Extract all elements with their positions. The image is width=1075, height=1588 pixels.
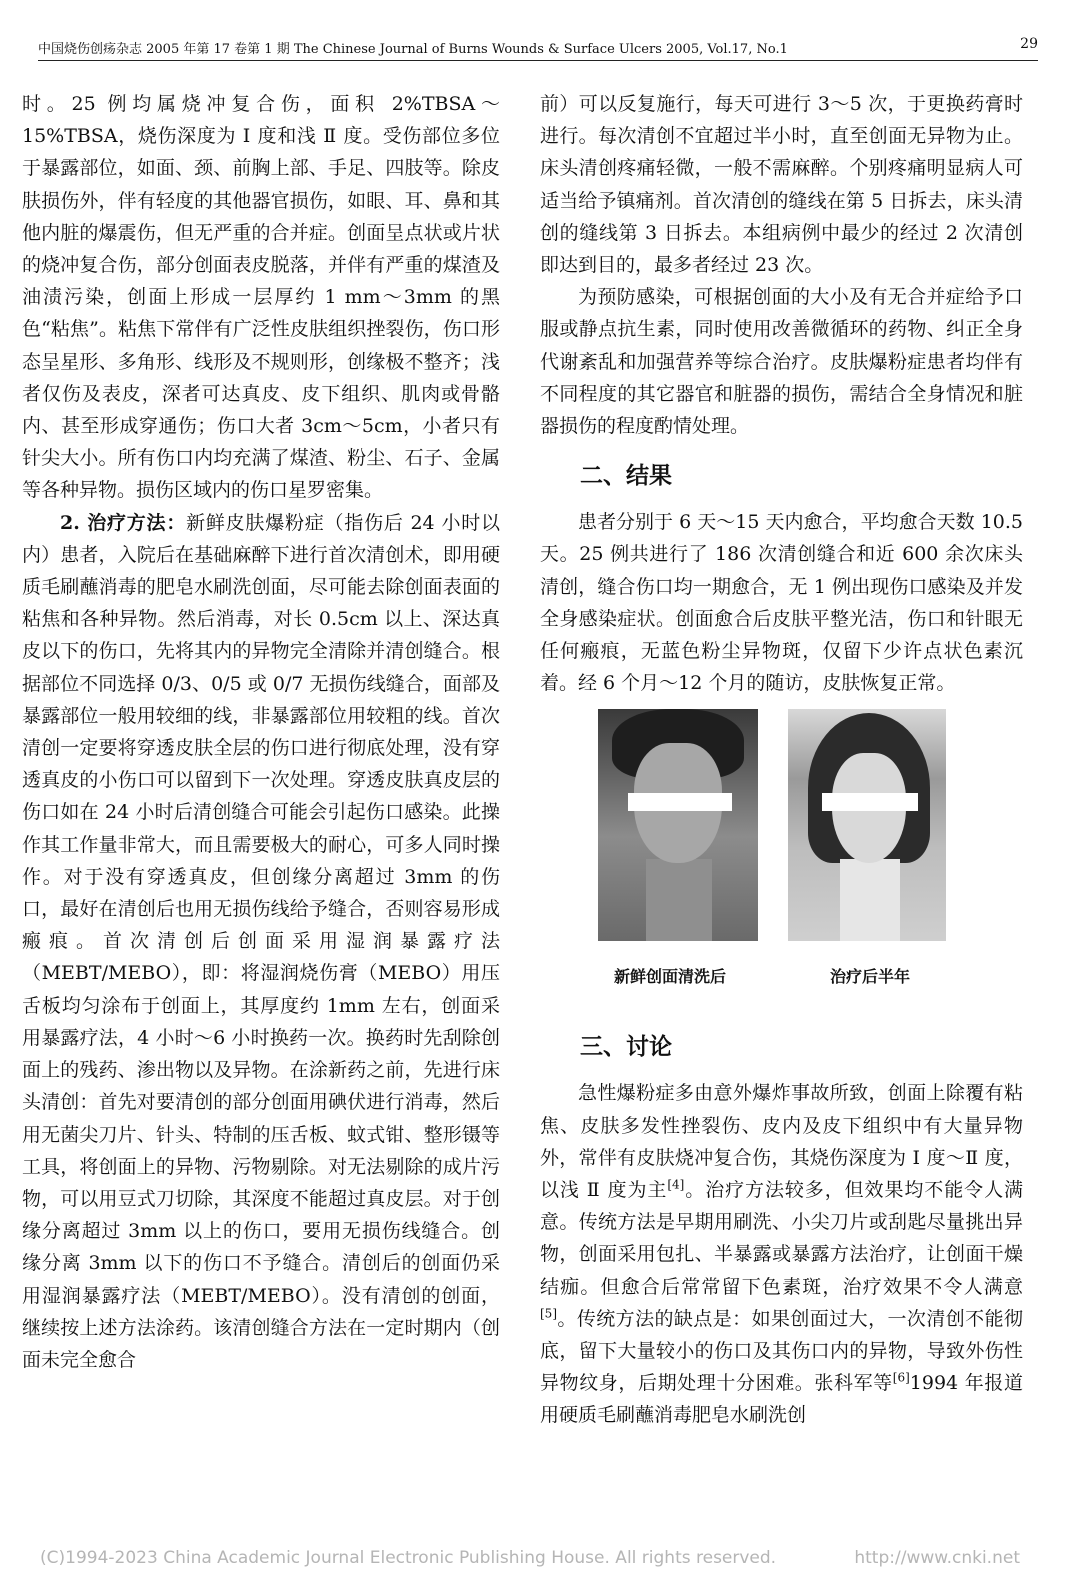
section-heading-results: 二、结果	[580, 463, 672, 490]
paragraph-debridement-continued: 前）可以反复施行，每天可进行 3～5 次，于更换药膏时进行。每次清创不宜超过半小时，直至创面无异物为止。床头清创疼痛轻微，一般不需麻醉。个别疼痛明显病人可适当给予镇痛剂。首次清创的缝线在第 5 日拆去，床头清创的缝线第 3 日拆去。本组病例中最少的经过 2 次清创即达到目的，最多者经过 23 次。	[540, 93, 1023, 277]
treatment-method-text: 新鲜皮肤爆粉症（指伤后 24 小时以内）患者，入院后在基础麻醉下进行首次清创术，即用硬质毛刷蘸消毒的肥皂水刷洗创面，尽可能去除创面表面的粘焦和各种异物。然后消毒，对长 0.5cm 以上、深达真皮以下的伤口，先将其内的异物完全清除并清创缝合。根据部位不同选择 0/3、0/5 或 0/7 无损伤线缝合，面部及暴露部位一般用较细的线，非暴露部位用较粗的线。首次清创一定要将穿透皮肤全层的伤口进行彻底处理，没有穿透真皮的小伤口可以留到下一次处理。穿透皮肤真皮层的伤口如在 24 小时后清创缝合可能会引起伤口感染。此操作其工作量非常大，而且需要极大的耐心，可多人同时操作。对于没有穿透真皮，但创缘分离超过 3mm 的伤口，最好在清创后也用无损伤线给予缝合，否则容易形成瘢痕。首次清创后创面采用湿润暴露疗法（MEBT/MEBO），即：将湿润烧伤膏（MEBO）用压舌板均匀涂布于创面上，其厚度约 1mm 左右，创面采用暴露疗法，4 小时～6 小时换药一次。换药时先刮除创面上的残药、渗出物以及异物。在涂新药之前，先进行床头清创：首先对要清创的部分创面用碘伏进行消毒，然后用无菌尖刀片、针头、特制的压舌板、蚊式钳、整形镊等工具，将创面上的异物、污物剔除。对无法剔除的成片污物，可以用豆式刀切除，其深度不能超过真皮层。对于创缘分离超过 3mm 以上的伤口，要用无损伤线缝合。创缘分离 3mm 以下的伤口不予缝合。清创后的创面仍采用湿润暴露疗法（MEBT/MEBO）。没有清创的创面，继续按上述方法涂药。该清创缝合方法在一定时期内（创面未完全愈合	[22, 511, 500, 1371]
running-header	[38, 34, 1038, 61]
discussion-text-a: 急性爆粉症多由意外爆炸事故所致，创面上除覆有粘焦、皮肤多发性挫裂伤、皮内及皮下组织中有大量异物外，常伴有皮肤烧冲复合伤，其烧伤深度为 Ⅰ 度～Ⅱ 度，以浅 Ⅱ 度为主	[540, 1082, 1023, 1202]
footer-url: http://www.cnki.net	[854, 1548, 1020, 1568]
section-heading-discussion: 三、讨论	[580, 1034, 672, 1061]
citation-6: [6]	[892, 1370, 910, 1385]
photo-after-wound-cleaning	[598, 709, 758, 941]
journal-header-text: 中国烧伤创疡杂志 2005 年第 17 卷第 1 期 The Chinese Journal of Burns Wounds & Surface Ulcers 2005, Vol.17, No.1	[38, 42, 788, 57]
figure-caption-left: 新鲜创面清洗后	[614, 967, 727, 987]
eye-mask-bar	[628, 793, 732, 811]
discussion-text-c: 。传统方法的缺点是：如果创面过大，一次清创不能彻底，留下大量较小的伤口及其伤口内的异物，导致外伤性异物纹身，后期处理十分困难。张科军等	[540, 1307, 1023, 1395]
treatment-method-heading: 2. 治疗方法：	[60, 511, 187, 534]
paragraph-treatment-method	[22, 507, 500, 1376]
eye-mask-bar	[822, 793, 918, 811]
patient-photo-figure	[540, 709, 1023, 1009]
discussion-text-d: 1994 年报道用硬质毛刷蘸消毒肥皂水刷洗创	[540, 1372, 1023, 1427]
left-column	[22, 88, 500, 1376]
photo-half-year-after-treatment	[788, 709, 946, 941]
paragraph-infection-prevention: 为预防感染，可根据创面的大小及有无合并症给予口服或静点抗生素，同时使用改善微循环的药物、纠正全身代谢紊乱和加强营养等综合治疗。皮肤爆粉症患者均伴有不同程度的其它器官和脏器的损伤，需结合全身情况和脏器损伤的程度酌情处理。	[540, 286, 1023, 438]
figure-caption-right: 治疗后半年	[830, 967, 911, 987]
copyright-footer	[40, 1548, 1040, 1568]
page-number: 29	[1020, 36, 1038, 52]
right-column	[540, 88, 1023, 1432]
citation-5: [5]	[540, 1306, 557, 1321]
citation-4: [4]	[667, 1177, 685, 1192]
paragraph-discussion	[540, 1077, 1023, 1431]
paragraph-case-description: 时。25 例均属烧冲复合伤，面积 2%TBSA～15%TBSA，烧伤深度为 Ⅰ 度和浅 Ⅱ 度。受伤部位多位于暴露部位，如面、颈、前胸上部、手足、四肢等。除皮肤损伤外，伴有轻度的其他器官损伤，如眼、耳、鼻和其他内脏的爆震伤，但无严重的合并症。创面呈点状或片状的烧冲复合伤，部分创面表皮脱落，并伴有严重的煤渣及油渍污染，创面上形成一层厚约 1 mm～3mm 的黑色“粘焦”。粘焦下常伴有广泛性皮肤组织挫裂伤，伤口形态呈星形、多角形、线形及不规则形，创缘极不整齐；浅者仅伤及表皮，深者可达真皮、皮下组织、肌肉或骨骼内、甚至形成穿通伤；伤口大者 3cm～5cm，小者只有针尖大小。所有伤口内均充满了煤渣、粉尘、石子、金属等各种异物。损伤区域内的伤口星罗密集。	[22, 93, 500, 502]
paragraph-results: 患者分别于 6 天～15 天内愈合，平均愈合天数 10.5 天。25 例共进行了 186 次清创缝合和近 600 余次床头清创，缝合伤口均一期愈合，无 1 例出现伤口感染及并发全身感染症状。创面愈合后皮肤平整光洁，伤口和针眼无任何瘢痕，无蓝色粉尘异物斑，仅留下少许点状色素沉着。经 6 个月～12 个月的随访，皮肤恢复正常。	[540, 511, 1023, 695]
discussion-text-b: 。治疗方法较多，但效果均不能令人满意。传统方法是早期用刷洗、小尖刀片或刮匙尽量挑出异物，创面采用包扎、半暴露或暴露方法治疗，让创面干燥结痂。但愈合后常常留下色素斑，治疗效果不令人满意	[540, 1179, 1023, 1298]
copyright-text: (C)1994-2023 China Academic Journal Electronic Publishing House. All rights reserved.	[40, 1548, 777, 1568]
